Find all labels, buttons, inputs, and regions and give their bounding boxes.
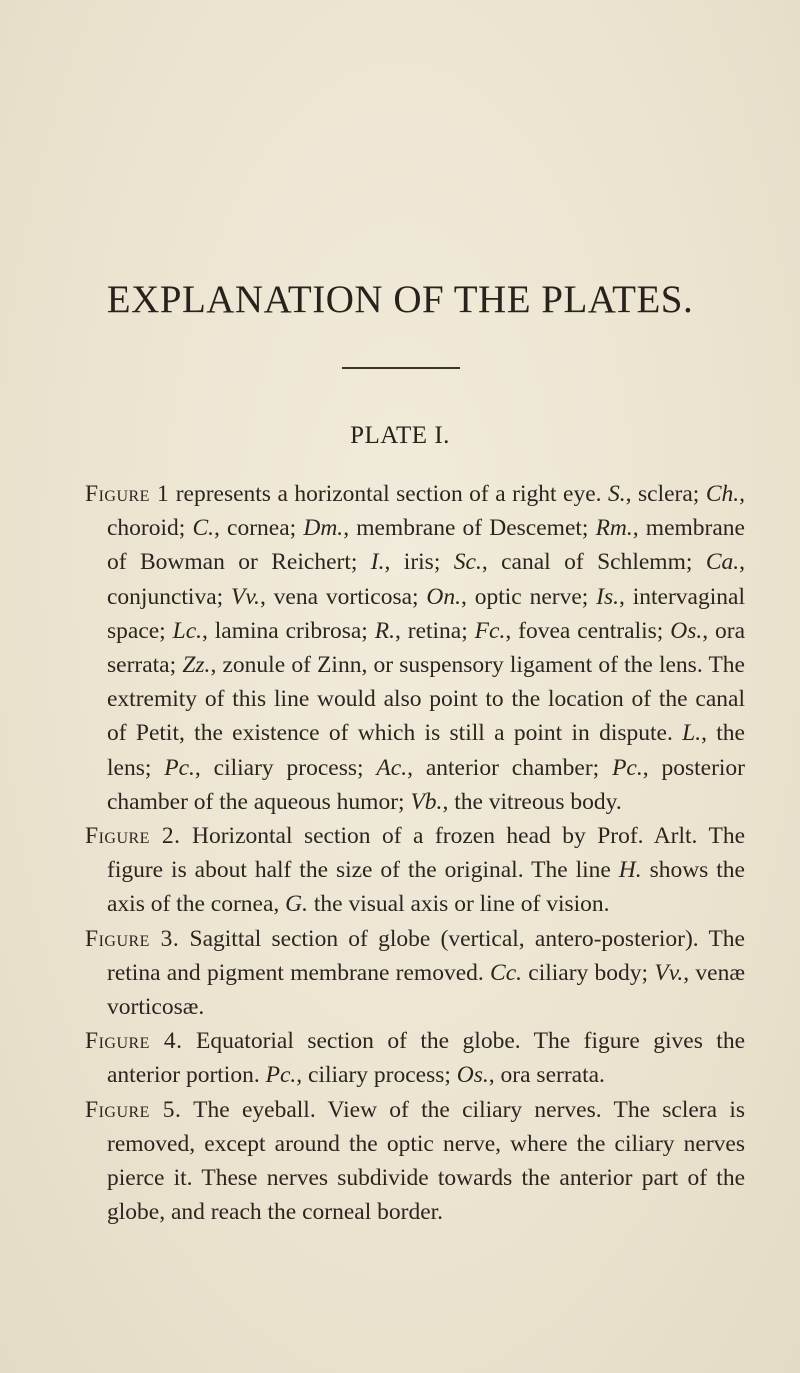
description-text: , canal of Schlemm; [481, 549, 706, 576]
description-text: , vena vorticosa; [259, 583, 427, 610]
abbreviation: C. [192, 515, 215, 542]
description-text: the visual axis or line of vision. [308, 891, 610, 918]
description-text: , zonule of Zinn, or suspensory ligament of the lens. The extremity of this line would also point to the location of the canal of Petit, the existence of which is still a point in dispute. [107, 652, 745, 747]
abbreviation: Sc. [453, 549, 482, 576]
abbreviation: Pc. [612, 754, 643, 781]
abbreviation: Pc. [164, 754, 195, 781]
abbreviation: Ch. [705, 481, 740, 507]
page-heading: EXPLANATION OF THE PLATES. [106, 278, 694, 321]
abbreviation: L. [682, 720, 702, 747]
description-text: , ciliary process; [194, 754, 377, 781]
figure-label: Figure 3. [85, 925, 180, 952]
description-text: , ora serrata. [488, 1062, 605, 1089]
figure-label: Figure 4. [85, 1028, 183, 1055]
title-divider [342, 367, 460, 369]
description-text: , optic nerve; [461, 583, 597, 610]
abbreviation: Rm. [595, 515, 633, 542]
description-text: , choroid; [107, 481, 746, 542]
description-text: , ciliary process; [296, 1062, 457, 1089]
description-text: , ora serrata; [107, 617, 746, 679]
abbreviation: H. [618, 857, 642, 884]
abbreviation: Cc. [490, 959, 522, 986]
abbreviation: Vv. [231, 583, 260, 610]
abbreviation: Pc. [265, 1062, 297, 1089]
description-text: Sagittal section of globe (vertical, antero-posterior). The retina and pigment membrane removed. [107, 925, 745, 986]
figure-3-paragraph [85, 922, 745, 1025]
abbreviation: Is. [596, 583, 620, 610]
description-text: , conjunctiva; [107, 549, 745, 610]
figure-label: Figure 2. [85, 823, 181, 850]
description-text: shows the axis of the cornea, [107, 857, 745, 918]
abbreviation: Vv. [654, 959, 684, 986]
description-text: , posterior chamber of the aqueous humor; [107, 754, 746, 815]
description-text: , intervaginal space; [107, 583, 745, 644]
description-text: , fovea centralis; [505, 617, 671, 644]
description-text: , venæ vorticosæ. [107, 959, 746, 1021]
description-text: Horizontal section of a frozen head by Prof. Arlt. The figure is about half the size of the original. The line [107, 823, 746, 884]
figure-explanations [85, 477, 745, 1229]
description-text: , membrane of Bowman or Reichert; [107, 515, 745, 576]
abbreviation: Ca. [705, 549, 740, 576]
abbreviation: R. [374, 617, 395, 644]
figure-2-paragraph [85, 819, 745, 922]
abbreviation: I. [370, 549, 385, 576]
abbreviation: Lc. [172, 617, 202, 644]
abbreviation: S. [608, 481, 626, 507]
description-text: ciliary body; [522, 959, 655, 986]
abbreviation: Dm. [303, 515, 344, 542]
description-text: , sclera; [625, 481, 706, 507]
description-text: , retina; [394, 617, 475, 644]
description-text: , the vitreous body. [442, 788, 622, 815]
abbreviation: Zz. [182, 652, 211, 679]
abbreviation: Os. [670, 617, 703, 644]
description-text: , anterior chamber; [407, 754, 613, 781]
abbreviation: G. [285, 891, 308, 918]
description-text: , lamina cribrosa; [202, 617, 375, 644]
figure-label: Figure 5. [85, 1096, 182, 1123]
plate-title: PLATE I. [350, 422, 450, 449]
figure-1-paragraph [85, 477, 745, 819]
description-text: Equatorial section of the globe. The figure gives the anterior portion. [107, 1028, 746, 1089]
description-text: , the lens; [107, 720, 745, 781]
abbreviation: Ac. [376, 754, 408, 781]
figure-4-paragraph [85, 1024, 745, 1092]
description-text: The eyeball. View of the ciliary nerves. The sclera is removed, except around the optic nerve, where the ciliary nerves pierce it. These nerves subdivide towards the anterior part of the globe, and reach the corneal border. [107, 1096, 745, 1226]
abbreviation: Os. [456, 1062, 489, 1089]
description-text: represents a horizontal section of a right eye. [169, 481, 609, 507]
description-text: , membrane of Descemet; [343, 515, 596, 542]
figure-5-paragraph [85, 1093, 745, 1230]
abbreviation: On. [426, 583, 462, 610]
description-text: , iris; [384, 549, 454, 576]
abbreviation: Vb. [410, 788, 443, 815]
description-text: , cornea; [214, 515, 304, 542]
figure-label: Figure 1 [85, 481, 170, 507]
abbreviation: Fc. [474, 617, 506, 644]
